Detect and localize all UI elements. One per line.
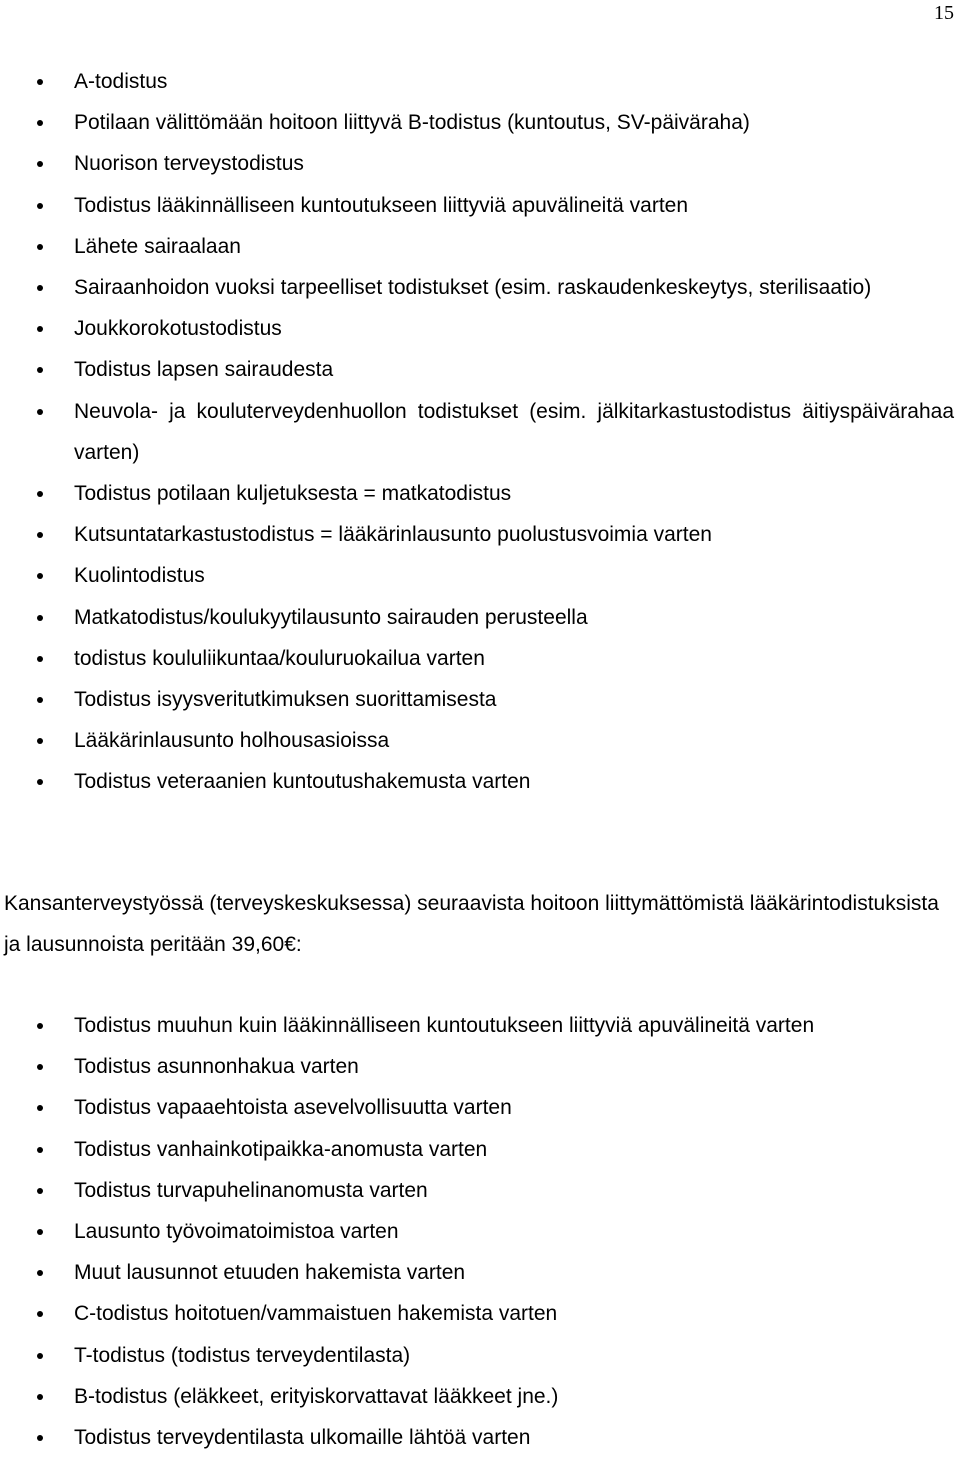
list-item [0, 555, 960, 596]
bullet-icon [37, 656, 43, 662]
list-item-text: Todistus vapaaehtoista asevelvollisuutta varten [74, 1096, 512, 1120]
bullet-icon [37, 1147, 43, 1153]
list-item [0, 597, 960, 638]
bullet-icon [37, 1311, 43, 1317]
list-item [0, 1129, 960, 1170]
list-item-text: Todistus potilaan kuljetuksesta = matkatodistus [74, 482, 512, 506]
list-item-text: Nuorison terveystodistus [74, 152, 304, 176]
list-item [0, 1170, 960, 1211]
bullet-icon [37, 1105, 43, 1111]
page-number: 15 [934, 2, 954, 24]
bullet-icon [37, 367, 43, 373]
list-item [0, 1046, 960, 1087]
bullet-icon [37, 203, 43, 209]
list-item-text: Muut lausunnot etuuden hakemista varten [74, 1261, 466, 1285]
list-item [0, 679, 960, 720]
list-item [0, 308, 960, 349]
list-item [0, 1335, 960, 1376]
list-item [0, 720, 960, 761]
list-item-text: Todistus lapsen sairaudesta [74, 358, 334, 382]
list-item [0, 102, 960, 143]
list-item-text: Lähete sairaalaan [74, 234, 241, 258]
list-item-text: Todistus isyysveritutkimuksen suorittamisesta [74, 688, 497, 712]
list-item [0, 143, 960, 184]
bullet-icon [37, 697, 43, 703]
list-item [0, 1211, 960, 1252]
bullet-icon [37, 1435, 43, 1441]
bullet-icon [37, 409, 43, 415]
fee-paragraph: Kansanterveystyössä (terveyskeskuksessa) seuraavista hoitoon liittymättömistä lääkärintodistuksista ja lausunnoista peritään 39,60€: [4, 892, 939, 957]
certificate-list-included [0, 61, 960, 803]
bullet-icon [37, 1353, 43, 1359]
bullet-icon [37, 1229, 43, 1235]
list-item [0, 1293, 960, 1334]
list-item [0, 1417, 960, 1458]
list-item [0, 349, 960, 390]
list-item-text: B-todistus (eläkkeet, erityiskorvattavat lääkkeet jne.) [74, 1384, 559, 1408]
list-item-text: Lausunto työvoimatoimistoa varten [74, 1220, 399, 1244]
certificate-list-fee [0, 1005, 960, 1458]
bullet-icon [37, 285, 43, 291]
list-item-text: Kuolintodistus [74, 564, 205, 588]
bullet-icon [37, 532, 43, 538]
list-item [0, 1376, 960, 1417]
list-item-text: Todistus veteraanien kuntoutushakemusta varten [74, 770, 531, 794]
bullet-icon [37, 573, 43, 579]
list-item [0, 638, 960, 679]
list-item [0, 514, 960, 555]
list-item-text: Kutsuntatarkastustodistus = lääkärinlausunto puolustusvoimia varten [74, 523, 712, 547]
list-item-text: todistus koululiikuntaa/kouluruokailua varten [74, 646, 485, 670]
list-item-text: C-todistus hoitotuen/vammaistuen hakemista varten [74, 1302, 558, 1326]
list-item-text: Joukkorokotustodistus [74, 317, 282, 341]
list-item-text: Todistus vanhainkotipaikka-anomusta varten [74, 1137, 488, 1161]
list-item [0, 267, 960, 308]
list-item [0, 391, 960, 473]
list-item-text: A-todistus [74, 70, 168, 93]
list-item [0, 226, 960, 267]
bullet-icon [37, 491, 43, 497]
list-item-text: Sairaanhoidon vuoksi tarpeelliset todistukset (esim. raskaudenkeskeytys, sterilisaatio) [74, 276, 872, 300]
bullet-icon [37, 1064, 43, 1070]
list-item [0, 185, 960, 226]
bullet-icon [37, 779, 43, 785]
list-item-text: Matkatodistus/koulukyytilausunto sairauden perusteella [74, 605, 588, 629]
bullet-icon [37, 1023, 43, 1029]
bullet-icon [37, 244, 43, 250]
bullet-icon [37, 161, 43, 167]
list-item [0, 473, 960, 514]
list-item-text: Neuvola- ja kouluterveydenhuollon todistukset (esim. jälkitarkastustodistus äitiyspäivärahaa varten) [74, 399, 954, 464]
bullet-icon [37, 1270, 43, 1276]
bullet-icon [37, 615, 43, 621]
list-item-text: Lääkärinlausunto holhousasioissa [74, 729, 390, 753]
bullet-icon [37, 326, 43, 332]
list-item [0, 61, 960, 102]
list-item-text: Todistus lääkinnälliseen kuntoutukseen liittyviä apuvälineitä varten [74, 193, 689, 217]
list-item-text: T-todistus (todistus terveydentilasta) [74, 1343, 411, 1367]
list-item-text: Todistus asunnonhakua varten [74, 1055, 359, 1079]
list-item-text: Potilaan välittömään hoitoon liittyvä B-todistus (kuntoutus, SV-päiväraha) [74, 111, 750, 135]
list-item [0, 1005, 960, 1046]
list-item-text: Todistus muuhun kuin lääkinnälliseen kuntoutukseen liittyviä apuvälineitä varten [74, 1014, 815, 1037]
list-item [0, 1087, 960, 1128]
bullet-icon [37, 1188, 43, 1194]
list-item-text: Todistus turvapuhelinanomusta varten [74, 1178, 428, 1202]
bullet-icon [37, 79, 43, 85]
bullet-icon [37, 738, 43, 744]
list-item [0, 761, 960, 802]
bullet-icon [37, 120, 43, 126]
bullet-icon [37, 1394, 43, 1400]
list-item-text: Todistus terveydentilasta ulkomaille lähtöä varten [74, 1426, 531, 1450]
list-item [0, 1252, 960, 1293]
